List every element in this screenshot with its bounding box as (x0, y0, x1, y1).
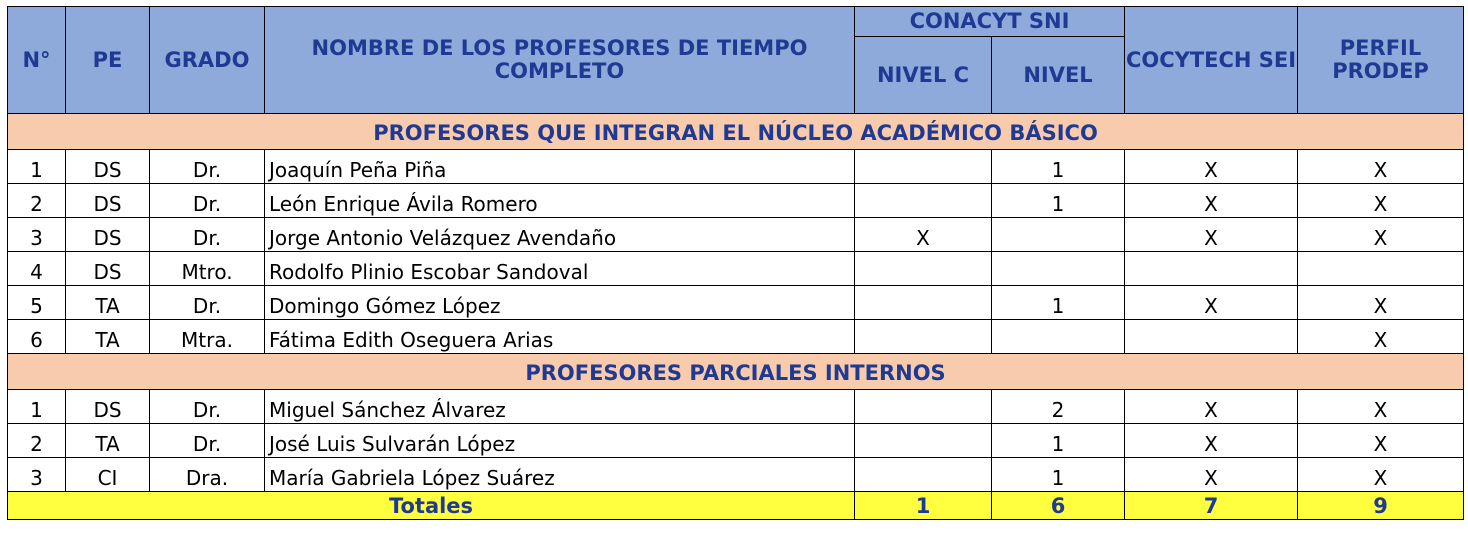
cell-nivel: 1 (992, 458, 1125, 492)
cell-nivel-c (855, 184, 992, 218)
table-row (8, 218, 1464, 252)
table-row (8, 458, 1464, 492)
cell-pe: TA (66, 424, 150, 458)
cell-nivel-c (855, 286, 992, 320)
cell-num: 4 (8, 252, 66, 286)
table-row (8, 252, 1464, 286)
cell-pe: DS (66, 390, 150, 424)
cell-prodep (1298, 252, 1464, 286)
cell-nivel-c (855, 458, 992, 492)
cell-prodep: X (1298, 286, 1464, 320)
table-row (8, 184, 1464, 218)
header-conacyt-sni: CONACYT SNI (855, 7, 1125, 37)
cell-grado: Dr. (150, 184, 265, 218)
header-num: N° (8, 7, 66, 114)
professors-table (7, 6, 1464, 520)
header-nivel: NIVEL (992, 37, 1125, 114)
cell-nivel: 1 (992, 184, 1125, 218)
cell-nivel (992, 320, 1125, 354)
cell-nivel-c (855, 252, 992, 286)
cell-nombre: Rodolfo Plinio Escobar Sandoval (265, 252, 855, 286)
cell-nivel (992, 252, 1125, 286)
cell-nivel-c (855, 424, 992, 458)
cell-nivel: 1 (992, 286, 1125, 320)
cell-nivel: 1 (992, 150, 1125, 184)
header-nivel-c: NIVEL C (855, 37, 992, 114)
cell-prodep: X (1298, 458, 1464, 492)
cell-pe: DS (66, 150, 150, 184)
cell-nivel-c (855, 390, 992, 424)
table-row (8, 286, 1464, 320)
cell-pe: CI (66, 458, 150, 492)
cell-pe: DS (66, 184, 150, 218)
cell-cocytech: X (1125, 218, 1298, 252)
cell-nivel: 1 (992, 424, 1125, 458)
section-title: PROFESORES PARCIALES INTERNOS (8, 354, 1464, 390)
cell-nombre: León Enrique Ávila Romero (265, 184, 855, 218)
cell-cocytech: X (1125, 150, 1298, 184)
cell-nombre: Jorge Antonio Velázquez Avendaño (265, 218, 855, 252)
cell-pe: TA (66, 286, 150, 320)
header-nombre: NOMBRE DE LOS PROFESORES DE TIEMPO COMPLETO (265, 7, 855, 114)
cell-grado: Dr. (150, 424, 265, 458)
cell-nombre: Domingo Gómez López (265, 286, 855, 320)
section-row (8, 354, 1464, 390)
total-nivel-c: 1 (855, 492, 992, 520)
cell-num: 5 (8, 286, 66, 320)
cell-prodep: X (1298, 150, 1464, 184)
cell-num: 1 (8, 390, 66, 424)
cell-prodep: X (1298, 184, 1464, 218)
cell-cocytech: X (1125, 286, 1298, 320)
cell-prodep: X (1298, 218, 1464, 252)
cell-grado: Dr. (150, 286, 265, 320)
cell-num: 3 (8, 458, 66, 492)
cell-pe: DS (66, 252, 150, 286)
cell-grado: Dr. (150, 218, 265, 252)
cell-grado: Dr. (150, 150, 265, 184)
totals-label: Totales (8, 492, 855, 520)
cell-prodep: X (1298, 320, 1464, 354)
cell-cocytech (1125, 252, 1298, 286)
cell-num: 3 (8, 218, 66, 252)
cell-grado: Mtra. (150, 320, 265, 354)
cell-cocytech: X (1125, 458, 1298, 492)
cell-nivel-c: X (855, 218, 992, 252)
cell-nivel-c (855, 320, 992, 354)
table-row (8, 320, 1464, 354)
section-title: PROFESORES QUE INTEGRAN EL NÚCLEO ACADÉMICO BÁSICO (8, 114, 1464, 150)
cell-nombre: Fátima Edith Oseguera Arias (265, 320, 855, 354)
header-cocytech-sei: COCYTECH SEI (1125, 7, 1298, 114)
header-grado: GRADO (150, 7, 265, 114)
total-cocytech: 7 (1125, 492, 1298, 520)
cell-num: 2 (8, 424, 66, 458)
cell-nombre: José Luis Sulvarán López (265, 424, 855, 458)
cell-grado: Dr. (150, 390, 265, 424)
cell-nivel-c (855, 150, 992, 184)
cell-cocytech: X (1125, 184, 1298, 218)
cell-num: 6 (8, 320, 66, 354)
table-row (8, 424, 1464, 458)
cell-num: 2 (8, 184, 66, 218)
totals-row (8, 492, 1464, 520)
header-perfil-prodep: PERFIL PRODEP (1298, 7, 1464, 114)
cell-nivel (992, 218, 1125, 252)
cell-nivel: 2 (992, 390, 1125, 424)
header-pe: PE (66, 7, 150, 114)
cell-prodep: X (1298, 424, 1464, 458)
cell-prodep: X (1298, 390, 1464, 424)
cell-cocytech: X (1125, 390, 1298, 424)
cell-grado: Dra. (150, 458, 265, 492)
cell-nombre: Joaquín Peña Piña (265, 150, 855, 184)
cell-cocytech (1125, 320, 1298, 354)
table-row (8, 390, 1464, 424)
cell-nombre: Miguel Sánchez Álvarez (265, 390, 855, 424)
cell-pe: TA (66, 320, 150, 354)
cell-grado: Mtro. (150, 252, 265, 286)
cell-num: 1 (8, 150, 66, 184)
total-prodep: 9 (1298, 492, 1464, 520)
table-row (8, 150, 1464, 184)
cell-nombre: María Gabriela López Suárez (265, 458, 855, 492)
cell-cocytech: X (1125, 424, 1298, 458)
section-row (8, 114, 1464, 150)
cell-pe: DS (66, 218, 150, 252)
total-nivel: 6 (992, 492, 1125, 520)
